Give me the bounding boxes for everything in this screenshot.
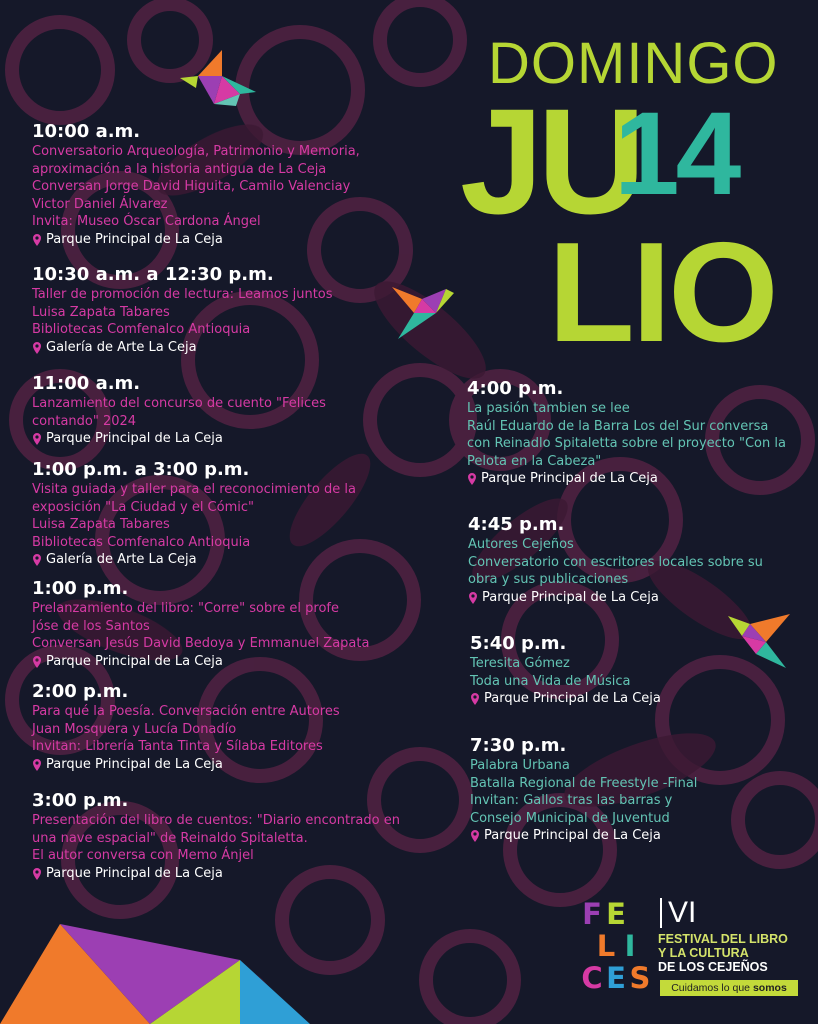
- event-location: [32, 339, 432, 357]
- event-location: [32, 756, 432, 774]
- event-line: exposición "La Ciudad y el Cómic": [32, 499, 254, 515]
- location-pin-icon: [32, 433, 42, 445]
- event-1pm: [32, 578, 432, 670]
- logo-edition-number: VI: [660, 898, 696, 928]
- event-time: 10:00 a.m.: [32, 121, 141, 142]
- event-10am: [32, 121, 432, 249]
- logo-title-line: DE LOS CEJEÑOS: [658, 960, 768, 974]
- event-location-label: Parque Principal de La Ceja: [46, 431, 223, 447]
- event-line: Juan Mosquera y Lucía Donadío: [32, 721, 237, 737]
- logo-letter: F: [582, 897, 602, 931]
- event-line: Bibliotecas Comfenalco Antioquia: [32, 534, 251, 550]
- event-line: Presentación del libro de cuentos: "Diario encontrado en: [32, 813, 400, 828]
- event-location: [470, 690, 810, 708]
- event-line: Lanzamiento del concurso de cuento "Felices: [32, 396, 326, 411]
- location-pin-icon: [32, 554, 42, 566]
- event-time: 7:30 p.m.: [470, 735, 567, 756]
- event-location-label: Galería de Arte La Ceja: [46, 552, 197, 568]
- location-pin-icon: [32, 868, 42, 880]
- event-line: Consejo Municipal de Juventud: [470, 810, 670, 826]
- event-445pm: [468, 514, 808, 606]
- event-line: Autores Cejeños: [468, 537, 574, 552]
- event-line: Taller de promoción de lectura: Leamos juntos: [32, 287, 333, 302]
- month-heading-part1: JU: [460, 77, 640, 245]
- event-line: La pasión tambien se lee: [467, 401, 630, 416]
- event-location: [32, 430, 432, 448]
- event-1pm-3pm: [32, 459, 432, 569]
- event-location-label: Parque Principal de La Ceja: [484, 828, 661, 844]
- event-location-label: Parque Principal de La Ceja: [46, 865, 223, 881]
- logo-tagline-emphasis: somos: [752, 982, 787, 994]
- event-line: Toda una Vida de Música: [470, 673, 631, 689]
- event-line: Invitan: Librería Tanta Tinta y Sílaba Editores: [32, 739, 323, 755]
- event-4pm: [467, 378, 807, 488]
- event-location-label: Parque Principal de La Ceja: [46, 756, 223, 772]
- event-line: Luisa Zapata Tabares: [32, 304, 170, 320]
- event-location-label: Parque Principal de La Ceja: [484, 691, 661, 707]
- event-540pm: [470, 633, 810, 708]
- event-time: 1:00 p.m.: [32, 578, 129, 599]
- event-line: Luisa Zapata Tabares: [32, 517, 170, 533]
- location-pin-icon: [470, 693, 480, 705]
- event-1030am: [32, 264, 432, 356]
- event-3pm: [32, 790, 432, 882]
- logo-letter: S: [629, 961, 651, 995]
- event-location: [468, 589, 808, 607]
- event-line: Invita: Museo Óscar Cardona Ángel: [32, 214, 261, 230]
- event-time: 2:00 p.m.: [32, 681, 129, 702]
- decorative-triangles: [0, 920, 310, 1024]
- logo-letters: [580, 898, 660, 994]
- event-location: [470, 827, 810, 845]
- event-line: Invitan: Gallos tras las barras y: [470, 793, 673, 809]
- event-line: Prelanzamiento del libro: "Corre" sobre el profe: [32, 601, 340, 616]
- event-location: [467, 470, 807, 488]
- month-heading-part2: LIO: [548, 213, 776, 372]
- logo-title-line: FESTIVAL DEL LIBRO: [658, 932, 788, 946]
- logo-letter: L: [596, 929, 616, 963]
- event-line: Raúl Eduardo de la Barra Los del Sur conversa: [467, 418, 769, 434]
- event-location: [32, 865, 432, 883]
- logo-letter: I: [624, 929, 636, 963]
- event-line: una nave espacial" de Reinaldo Spitaletta.: [32, 830, 308, 846]
- event-line: Conversan Jesús David Bedoya y Emmanuel Zapata: [32, 636, 370, 652]
- event-line: Palabra Urbana: [470, 758, 570, 773]
- location-pin-icon: [32, 656, 42, 668]
- location-pin-icon: [470, 830, 480, 842]
- event-location: [32, 551, 432, 569]
- event-line: Jóse de los Santos: [32, 618, 150, 634]
- event-line: Batalla Regional de Freestyle -Final: [470, 775, 698, 791]
- event-time: 11:00 a.m.: [32, 373, 141, 394]
- event-location-label: Parque Principal de La Ceja: [482, 589, 659, 605]
- event-line: Para qué la Poesía. Conversación entre Autores: [32, 704, 340, 719]
- event-line: Conversatorio con escritores locales sobre su: [468, 554, 763, 570]
- event-location-label: Parque Principal de La Ceja: [481, 471, 658, 487]
- event-location-label: Galería de Arte La Ceja: [46, 339, 197, 355]
- event-line: Bibliotecas Comfenalco Antioquia: [32, 322, 251, 338]
- event-time: 10:30 a.m. a 12:30 p.m.: [32, 264, 274, 285]
- event-line: con Reinadlo Spitaletta sobre el proyecto "Con la: [467, 436, 786, 452]
- event-time: 5:40 p.m.: [470, 633, 567, 654]
- location-pin-icon: [32, 759, 42, 771]
- event-line: El autor conversa con Memo Ánjel: [32, 848, 254, 864]
- logo-letter: C: [581, 961, 603, 995]
- event-730pm: [470, 735, 810, 845]
- location-pin-icon: [468, 592, 478, 604]
- event-line: contando" 2024: [32, 413, 137, 429]
- event-11am: [32, 373, 432, 448]
- event-line: Pelota en la Cabeza": [467, 453, 602, 469]
- logo-tagline: [660, 980, 798, 996]
- event-time: 3:00 p.m.: [32, 790, 129, 811]
- location-pin-icon: [32, 234, 42, 246]
- event-location: [32, 653, 432, 671]
- day-number: 14: [614, 88, 738, 220]
- event-line: aproximación a la historia antigua de La Ceja: [32, 161, 327, 177]
- logo-title: [658, 932, 802, 974]
- event-line: Conversatorio Arqueología, Patrimonio y Memoria,: [32, 144, 360, 159]
- origami-bird-icon: [178, 48, 258, 108]
- event-location: [32, 231, 432, 249]
- event-location-label: Parque Principal de La Ceja: [46, 231, 223, 247]
- event-2pm: [32, 681, 432, 773]
- day-heading: DOMINGO: [488, 31, 779, 96]
- event-time: 4:00 p.m.: [467, 378, 564, 399]
- event-line: Victor Daniel Álvarez: [32, 196, 168, 212]
- location-pin-icon: [467, 473, 477, 485]
- festival-logo: [580, 898, 802, 1000]
- logo-letter: E: [606, 961, 626, 995]
- location-pin-icon: [32, 342, 42, 354]
- event-time: 1:00 p.m. a 3:00 p.m.: [32, 459, 250, 480]
- event-time: 4:45 p.m.: [468, 514, 565, 535]
- event-line: Conversan Jorge David Higuita, Camilo Valenciay: [32, 179, 351, 195]
- event-line: obra y sus publicaciones: [468, 572, 629, 588]
- logo-title-line: Y LA CULTURA: [658, 946, 749, 960]
- logo-letter: E: [606, 897, 626, 931]
- event-line: Teresita Gómez: [470, 656, 570, 671]
- logo-tagline-part: Cuidamos lo que: [671, 982, 751, 994]
- event-location-label: Parque Principal de La Ceja: [46, 653, 223, 669]
- event-line: Visita guiada y taller para el reconocimiento de la: [32, 482, 356, 497]
